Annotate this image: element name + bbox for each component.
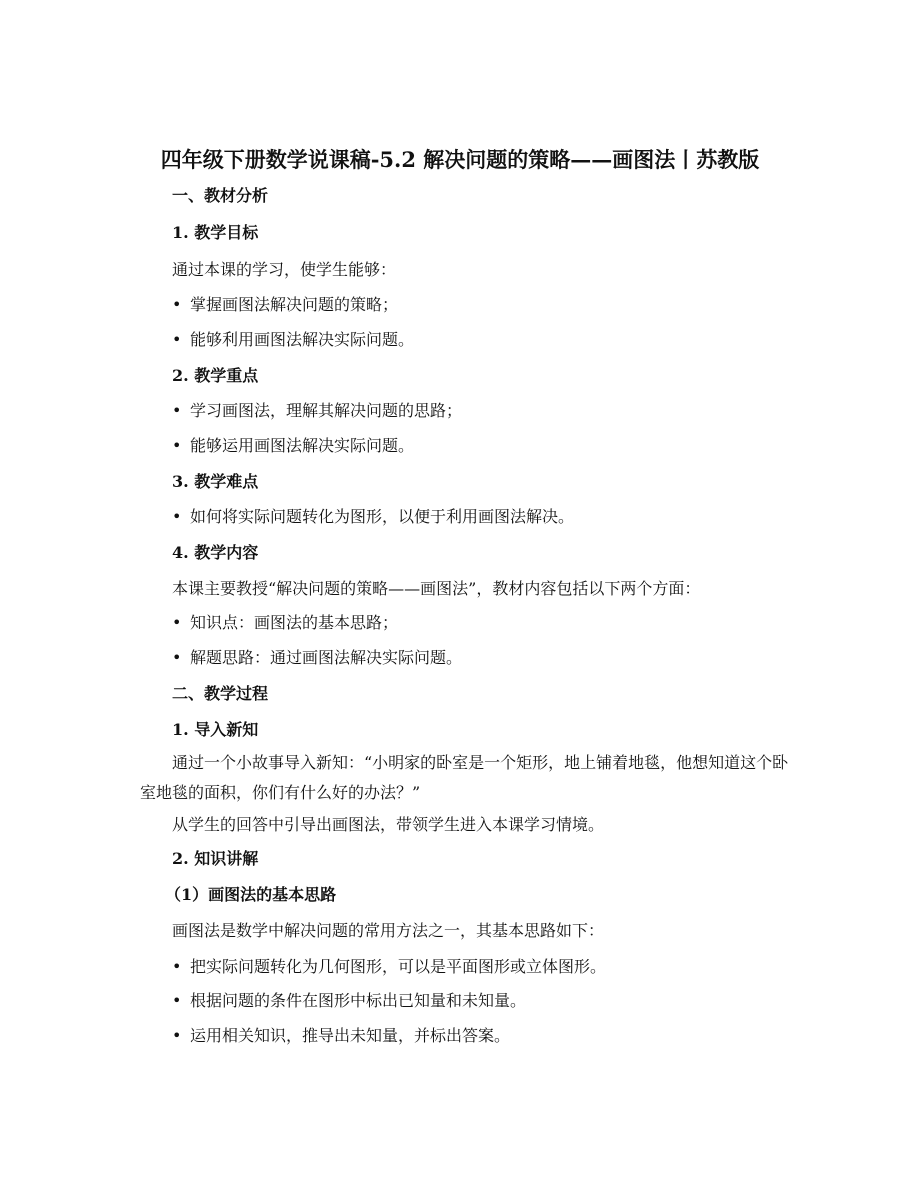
list-item-text: 把实际问题转化为几何图形，可以是平面图形或立体图形。 <box>190 957 607 976</box>
list-item-text: 知识点：画图法的基本思路； <box>190 613 399 632</box>
subsection-heading-intro-new: 1. 导入新知 <box>172 720 259 739</box>
subsection-heading-goal: 1. 教学目标 <box>172 223 259 242</box>
list-item <box>172 956 606 978</box>
explain-intro: 画图法是数学中解决问题的常用方法之一，其基本思路如下： <box>172 921 605 940</box>
list-item-text: 解题思路：通过画图法解决实际问题。 <box>190 648 463 667</box>
list-item-text: 运用相关知识，推导出未知量，并标出答案。 <box>190 1026 511 1045</box>
list-item <box>172 435 414 457</box>
bullet-icon: • <box>172 295 182 314</box>
list-item-text: 能够利用画图法解决实际问题。 <box>190 330 415 349</box>
guide-paragraph: 从学生的回答中引导出画图法，带领学生进入本课学习情境。 <box>172 815 605 834</box>
section-heading-1: 一、教材分析 <box>172 186 269 205</box>
bullet-icon: • <box>172 1026 182 1045</box>
list-item <box>172 1025 510 1047</box>
list-item-text: 能够运用画图法解决实际问题。 <box>190 436 415 455</box>
list-item <box>172 647 462 669</box>
subsection-heading-difficulty: 3. 教学难点 <box>172 472 259 491</box>
bullet-icon: • <box>172 330 182 349</box>
list-item <box>172 400 462 422</box>
bullet-icon: • <box>172 957 182 976</box>
sub-subsection-heading: （1）画图法的基本思路 <box>165 885 337 904</box>
bullet-icon: • <box>172 507 182 526</box>
list-item <box>172 612 398 634</box>
subsection-heading-explain: 2. 知识讲解 <box>172 849 259 868</box>
list-item <box>172 506 574 528</box>
story-paragraph: 通过一个小故事导入新知：“小明家的卧室是一个矩形，地上铺着地毯，他想知道这个卧室地毯的面积，你们有什么好的办法？” <box>140 753 789 802</box>
bullet-icon: • <box>172 991 182 1010</box>
subsection-heading-content: 4. 教学内容 <box>172 543 259 562</box>
list-item-text: 根据问题的条件在图形中标出已知量和未知量。 <box>190 991 527 1010</box>
bullet-icon: • <box>172 648 182 667</box>
list-item <box>172 329 414 351</box>
list-item-text: 如何将实际问题转化为图形，以便于利用画图法解决。 <box>190 507 575 526</box>
list-item-text: 学习画图法，理解其解决问题的思路； <box>190 401 463 420</box>
list-item-text: 掌握画图法解决问题的策略； <box>190 295 399 314</box>
goal-intro: 通过本课的学习，使学生能够： <box>172 260 397 279</box>
list-item <box>172 294 398 316</box>
bullet-icon: • <box>172 401 182 420</box>
document-title: 四年级下册数学说课稿-5.2 解决问题的策略——画图法丨苏教版 <box>160 147 760 172</box>
content-intro: 本课主要教授“解决问题的策略——画图法”，教材内容包括以下两个方面： <box>172 579 701 598</box>
bullet-icon: • <box>172 436 182 455</box>
section-heading-2: 二、教学过程 <box>172 684 269 703</box>
list-item <box>172 990 526 1012</box>
subsection-heading-key: 2. 教学重点 <box>172 366 259 385</box>
bullet-icon: • <box>172 613 182 632</box>
